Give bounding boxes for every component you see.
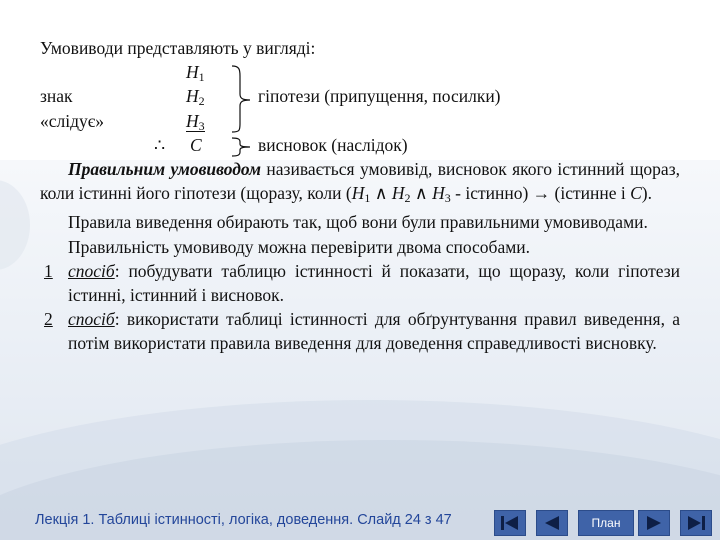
definition-term: Правильним умовиводом: [68, 158, 261, 179]
hypotheses-brace: [230, 64, 260, 134]
last-slide-icon: [685, 515, 707, 531]
therefore-symbol: ∴: [154, 134, 166, 155]
hypothesis-h3: $H_3$: [186, 110, 205, 133]
conclusion-c: C: [190, 134, 202, 155]
prev-slide-icon: [541, 515, 563, 531]
hypothesis-h2: $H_2$: [186, 86, 205, 109]
hypotheses-label: гіпотези (припущення, посилки): [258, 86, 501, 107]
sliduie-label: «слідує»: [40, 110, 105, 131]
next-slide-button[interactable]: [638, 510, 670, 536]
next-slide-icon: [643, 515, 665, 531]
method-1: 1 спосіб: побудувати таблицю істинності й показати, що щоразу, коли гіпотези істинні, істинний і висновок.: [44, 260, 680, 305]
znak-label: знак: [40, 86, 73, 107]
rules-paragraph: Правила виведення обирають так, щоб вони були правильними умовиводами.: [68, 212, 648, 233]
last-slide-button[interactable]: [680, 510, 712, 536]
footer-caption: Лекція 1. Таблиці істинності, логіка, доведення. Слайд 24 з 47: [35, 512, 452, 528]
conclusion-brace: [230, 136, 260, 158]
definition-paragraph: Правильним умовиводом називається умовивід, висновок якого істинний щораз, коли істинні його гіпотези (щоразу, коли ($H_1$ ∧ $H_2$ ∧ $H_3$ - істинно) → (істинне і C).: [40, 158, 680, 206]
plan-button[interactable]: План: [578, 510, 634, 536]
first-slide-button[interactable]: [494, 510, 526, 536]
slide-content: [40, 36, 680, 356]
hypothesis-h1: $H_1$: [186, 62, 205, 85]
inference-scheme: [40, 60, 680, 157]
prev-slide-button[interactable]: [536, 510, 568, 536]
check-paragraph: Правильність умовиводу можна перевірити двома способами.: [68, 236, 531, 257]
first-slide-icon: [499, 515, 521, 531]
method-2: 2 спосіб: використати таблиці істинності для обґрунтування правил виведення, а потім використати правила виведення для доведення справедливості висновку.: [44, 309, 680, 354]
slide-footer: [0, 504, 720, 540]
conclusion-label: висновок (наслідок): [258, 134, 408, 155]
slide-heading: Умовиводи представляють у вигляді:: [40, 38, 316, 58]
